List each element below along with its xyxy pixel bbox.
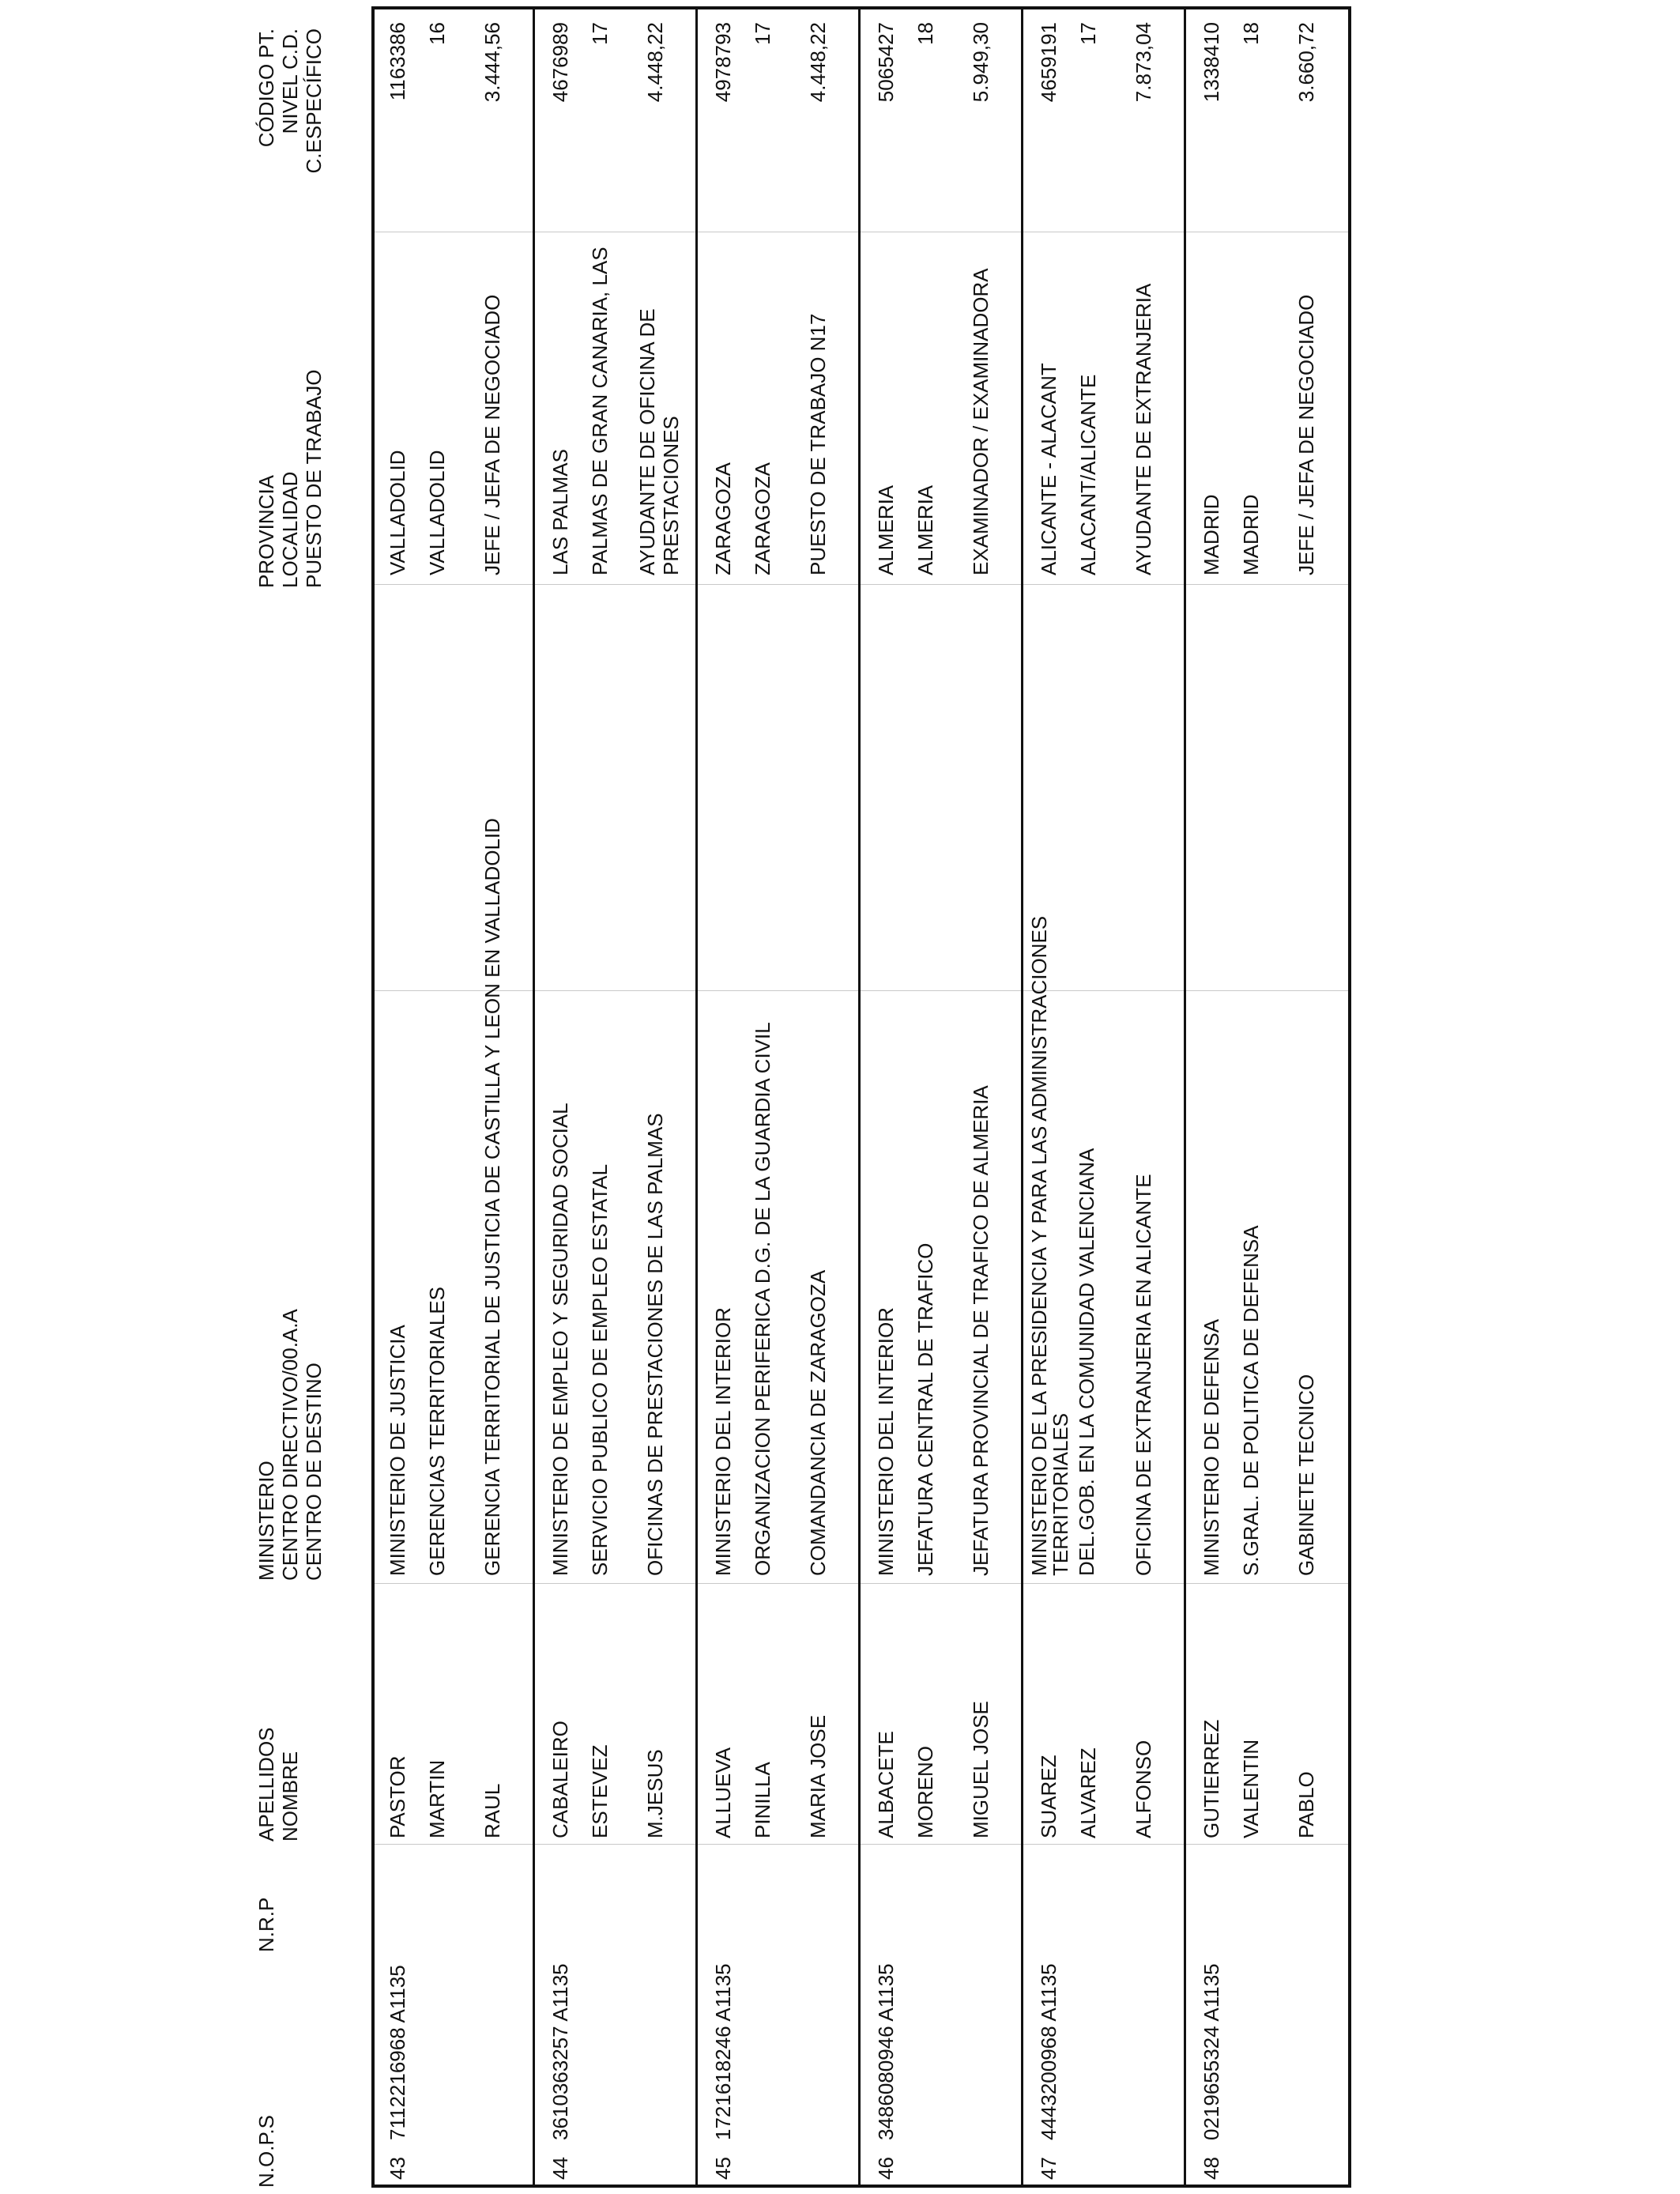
record-centro-destino: GABINETE TECNICO xyxy=(1294,1374,1318,1576)
header-puesto: PUESTO DE TRABAJO xyxy=(302,369,326,588)
record-separator xyxy=(858,9,861,2185)
record-apellido1: PASTOR xyxy=(386,1755,409,1838)
record-codigo: 1163386 xyxy=(386,22,409,101)
record-provincia: ALMERIA xyxy=(874,484,898,575)
record-codigo: 4676989 xyxy=(548,22,572,103)
header-centro-destino: CENTRO DE DESTINO xyxy=(302,1363,326,1581)
header-especifico: C.ESPECÍFICO xyxy=(302,28,326,174)
record-ministerio: MINISTERIO DE JUSTICIA xyxy=(386,1325,409,1576)
record-apellido2: MORENO xyxy=(913,1746,937,1838)
record-provincia: VALLADOLID xyxy=(386,450,409,575)
record-apellido1: SUAREZ xyxy=(1037,1755,1060,1838)
header-ministerio: MINISTERIO xyxy=(254,1461,278,1581)
record-centro-directivo: JEFATURA CENTRAL DE TRAFICO xyxy=(913,1242,937,1576)
record-nrp: 0219655324 A1135 xyxy=(1200,1963,1223,2140)
record-nrp: 3486080946 A1135 xyxy=(874,1963,898,2140)
record-apellido2: ESTEVEZ xyxy=(588,1744,612,1838)
record-localidad: VALLADOLID xyxy=(425,450,449,575)
record-nivel: 17 xyxy=(588,22,612,45)
record-nops: 43 xyxy=(386,2157,409,2180)
record-nombre: PABLO xyxy=(1294,1771,1318,1838)
record-apellido2: ALVAREZ xyxy=(1076,1747,1100,1838)
record-ministerio: MINISTERIO DE DEFENSA xyxy=(1200,1318,1223,1576)
record-apellido1: ALLUEVA xyxy=(711,1747,735,1838)
record-nivel: 17 xyxy=(751,22,774,45)
record-centro-destino: COMANDANCIA DE ZARAGOZA xyxy=(806,1269,830,1576)
records-table xyxy=(371,6,1351,2188)
record-nivel: 18 xyxy=(1239,22,1263,45)
record-puesto: AYUDANTE DE OFICINA DE PRESTACIONES xyxy=(635,308,683,575)
record-centro-destino: JEFATURA PROVINCIAL DE TRAFICO DE ALMERIA xyxy=(969,1085,993,1576)
record-centro-destino: OFICINA DE EXTRANJERIA EN ALICANTE xyxy=(1132,1174,1155,1576)
record-centro-directivo: SERVICIO PUBLICO DE EMPLEO ESTATAL xyxy=(588,1163,612,1576)
record-puesto: JEFE / JEFA DE NEGOCIADO xyxy=(480,294,504,575)
record-nops: 46 xyxy=(874,2157,898,2180)
record-nrp: 1721618246 A1135 xyxy=(711,1963,735,2140)
record-separator xyxy=(533,9,535,2185)
record-nombre: RAUL xyxy=(480,1783,504,1838)
record-localidad: PALMAS DE GRAN CANARIA, LAS xyxy=(588,247,612,575)
record-nivel: 18 xyxy=(913,22,937,45)
record-centro-destino: OFICINAS DE PRESTACIONES DE LAS PALMAS xyxy=(643,1113,667,1576)
record-apellido1: CABALEIRO xyxy=(548,1721,572,1838)
header-localidad: LOCALIDAD xyxy=(278,471,302,588)
header-nivel: NIVEL C.D. xyxy=(278,28,302,134)
record-provincia: MADRID xyxy=(1200,494,1223,575)
header-nrp: N.R.P xyxy=(254,1897,278,1952)
record-localidad: ALACANT/ALICANTE xyxy=(1076,374,1100,575)
record-especifico: 3.444,56 xyxy=(480,22,504,103)
record-centro-directivo: GERENCIAS TERRITORIALES xyxy=(425,1286,449,1576)
record-codigo: 1338410 xyxy=(1200,22,1223,103)
header-centro-directivo: CENTRO DIRECTIVO/00.A.A xyxy=(278,1309,302,1581)
record-nombre: ALFONSO xyxy=(1132,1740,1155,1838)
record-centro-destino: GERENCIA TERRITORIAL DE JUSTICIA DE CASTILLA Y LEON EN VALLADOLID xyxy=(480,818,504,1576)
column-divider xyxy=(375,584,1348,585)
record-nivel: 16 xyxy=(425,22,449,45)
record-nrp: 3610363257 A1135 xyxy=(548,1963,572,2140)
record-especifico: 3.660,72 xyxy=(1294,22,1318,103)
record-apellido1: GUTIERREZ xyxy=(1200,1719,1223,1838)
column-divider xyxy=(375,1583,1348,1584)
record-apellido2: VALENTIN xyxy=(1239,1739,1263,1838)
record-separator xyxy=(1184,9,1186,2185)
record-centro-directivo: S.GRAL. DE POLITICA DE DEFENSA xyxy=(1239,1225,1263,1576)
record-localidad: MADRID xyxy=(1239,494,1263,575)
record-nombre: M.JESUS xyxy=(643,1749,667,1838)
header-provincia: PROVINCIA xyxy=(254,474,278,588)
record-ministerio: MINISTERIO DEL INTERIOR xyxy=(711,1307,735,1576)
record-nops: 44 xyxy=(548,2157,572,2180)
record-puesto: AYUDANTE DE EXTRANJERIA xyxy=(1132,283,1155,575)
record-nrp: 7112216968 A1135 xyxy=(386,1965,409,2140)
record-localidad: ZARAGOZA xyxy=(751,462,774,575)
column-divider xyxy=(375,1844,1348,1845)
record-nops: 48 xyxy=(1200,2157,1223,2180)
record-nops: 47 xyxy=(1037,2157,1060,2180)
record-nops: 45 xyxy=(711,2157,735,2180)
record-ministerio: MINISTERIO DE EMPLEO Y SEGURIDAD SOCIAL xyxy=(548,1103,572,1576)
record-especifico: 5.949,30 xyxy=(969,22,993,103)
header-codigo: CÓDIGO PT. xyxy=(254,28,278,148)
record-especifico: 7.873,04 xyxy=(1132,22,1155,103)
record-provincia: ZARAGOZA xyxy=(711,462,735,575)
record-separator xyxy=(1021,9,1023,2185)
record-centro-directivo: ORGANIZACION PERIFERICA D.G. DE LA GUARDIA CIVIL xyxy=(751,1022,774,1576)
record-apellido1: ALBACETE xyxy=(874,1731,898,1838)
record-nivel: 17 xyxy=(1076,22,1100,45)
record-codigo: 5065427 xyxy=(874,22,898,103)
column-divider xyxy=(375,990,1348,991)
record-centro-directivo: DEL.GOB. EN LA COMUNIDAD VALENCIANA xyxy=(1075,1148,1098,1576)
record-separator xyxy=(695,9,698,2185)
record-ministerio: MINISTERIO DE LA PRESIDENCIA Y PARA LAS ADMINISTRACIONES TERRITORIALES xyxy=(1027,915,1072,1576)
record-especifico: 4.448,22 xyxy=(806,22,830,103)
header-nombre: NOMBRE xyxy=(278,1751,302,1842)
record-nombre: MARIA JOSE xyxy=(806,1714,830,1838)
record-localidad: ALMERIA xyxy=(913,484,937,575)
record-puesto: PUESTO DE TRABAJO N17 xyxy=(806,313,830,575)
header-nops: N.O.P.S xyxy=(254,2114,278,2188)
record-especifico: 4.448,22 xyxy=(643,22,667,103)
record-puesto: EXAMINADOR / EXAMINADORA xyxy=(969,268,993,575)
record-provincia: ALICANTE - ALACANT xyxy=(1037,363,1060,575)
record-apellido2: MARTIN xyxy=(425,1759,449,1838)
record-apellido2: PINILLA xyxy=(751,1762,774,1838)
header-apellidos: APELLIDOS xyxy=(254,1727,278,1842)
record-nombre: MIGUEL JOSE xyxy=(969,1701,993,1838)
record-puesto: JEFE / JEFA DE NEGOCIADO xyxy=(1294,294,1318,575)
record-provincia: LAS PALMAS xyxy=(548,449,572,575)
record-codigo: 4978793 xyxy=(711,22,735,103)
record-ministerio: MINISTERIO DEL INTERIOR xyxy=(874,1307,898,1576)
record-nrp: 4443200968 A1135 xyxy=(1037,1963,1060,2140)
record-codigo: 4659191 xyxy=(1037,22,1060,103)
